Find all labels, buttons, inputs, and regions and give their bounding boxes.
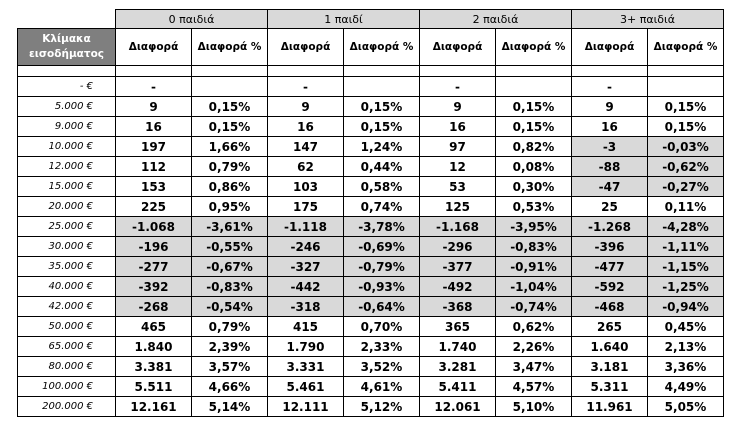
table-row [18, 137, 724, 157]
table-body [18, 77, 724, 417]
income-level-cell: 42.000 € [18, 297, 116, 317]
income-level-cell: 20.000 € [18, 197, 116, 217]
difference-percent-cell: -0,62% [648, 157, 724, 177]
difference-percent-cell: 2,33% [344, 337, 420, 357]
spacer-cell [192, 66, 268, 77]
subheader-difference-percent: Διαφορά % [192, 29, 268, 66]
spacer-cell [344, 66, 420, 77]
difference-cell: 5.411 [420, 377, 496, 397]
difference-percent-cell: -0,74% [496, 297, 572, 317]
difference-cell: -592 [572, 277, 648, 297]
table-row [18, 157, 724, 177]
difference-percent-cell: 0,86% [192, 177, 268, 197]
income-level-cell: 35.000 € [18, 257, 116, 277]
spacer-cell [116, 66, 192, 77]
difference-percent-cell: -0,93% [344, 277, 420, 297]
spacer-cell [268, 66, 344, 77]
difference-cell: 9 [420, 97, 496, 117]
difference-cell: -296 [420, 237, 496, 257]
table-row [18, 77, 724, 97]
difference-cell: 5.511 [116, 377, 192, 397]
difference-percent-cell: -1,25% [648, 277, 724, 297]
difference-percent-cell: 0,15% [648, 117, 724, 137]
difference-percent-cell: 2,13% [648, 337, 724, 357]
difference-cell: 16 [268, 117, 344, 137]
difference-cell: - [420, 77, 496, 97]
income-level-cell: 12.000 € [18, 157, 116, 177]
table-row [18, 297, 724, 317]
income-level-cell: 80.000 € [18, 357, 116, 377]
difference-cell: -468 [572, 297, 648, 317]
income-level-cell: 50.000 € [18, 317, 116, 337]
difference-percent-cell: 3,36% [648, 357, 724, 377]
table-row [18, 317, 724, 337]
difference-cell: 25 [572, 197, 648, 217]
subheader-difference: Διαφορά [572, 29, 648, 66]
difference-percent-cell: 2,26% [496, 337, 572, 357]
difference-cell: -368 [420, 297, 496, 317]
difference-cell: 125 [420, 197, 496, 217]
difference-cell: -492 [420, 277, 496, 297]
difference-cell: 3.281 [420, 357, 496, 377]
difference-cell: 12.111 [268, 397, 344, 417]
difference-cell: -246 [268, 237, 344, 257]
table-row [18, 377, 724, 397]
difference-percent-cell: 0,70% [344, 317, 420, 337]
spacer-cell [18, 66, 116, 77]
difference-cell: 265 [572, 317, 648, 337]
difference-percent-cell: 0,30% [496, 177, 572, 197]
subheader-difference: Διαφορά [268, 29, 344, 66]
difference-percent-cell [648, 77, 724, 97]
difference-percent-cell: -3,78% [344, 217, 420, 237]
difference-percent-cell: 3,57% [192, 357, 268, 377]
difference-percent-cell: 3,52% [344, 357, 420, 377]
difference-percent-cell [496, 77, 572, 97]
difference-percent-cell: -0,27% [648, 177, 724, 197]
difference-percent-cell: -0,64% [344, 297, 420, 317]
difference-cell: 112 [116, 157, 192, 177]
difference-cell: -1.168 [420, 217, 496, 237]
difference-cell: 5.461 [268, 377, 344, 397]
difference-percent-cell: 0,15% [344, 97, 420, 117]
difference-percent-cell: 2,39% [192, 337, 268, 357]
difference-percent-cell: 5,10% [496, 397, 572, 417]
income-level-cell: 200.000 € [18, 397, 116, 417]
difference-cell: - [268, 77, 344, 97]
group-header-row [18, 10, 724, 29]
difference-cell: -318 [268, 297, 344, 317]
difference-cell: 53 [420, 177, 496, 197]
group-header-3plus-children: 3+ παιδιά [572, 10, 724, 29]
corner-cell [18, 10, 116, 29]
income-level-cell: 40.000 € [18, 277, 116, 297]
difference-cell: 1.840 [116, 337, 192, 357]
difference-cell: 365 [420, 317, 496, 337]
difference-percent-cell: -4,28% [648, 217, 724, 237]
difference-percent-cell [344, 77, 420, 97]
difference-percent-cell: 0,15% [496, 117, 572, 137]
difference-cell: -3 [572, 137, 648, 157]
difference-cell: -327 [268, 257, 344, 277]
difference-percent-cell: 4,57% [496, 377, 572, 397]
group-header-0-children: 0 παιδιά [116, 10, 268, 29]
difference-percent-cell: 4,61% [344, 377, 420, 397]
table-row [18, 177, 724, 197]
income-level-cell: - € [18, 77, 116, 97]
spacer-cell [648, 66, 724, 77]
difference-cell: 465 [116, 317, 192, 337]
difference-cell: 12 [420, 157, 496, 177]
difference-cell: 9 [268, 97, 344, 117]
spacer-cell [572, 66, 648, 77]
difference-cell: 62 [268, 157, 344, 177]
table-row [18, 257, 724, 277]
subheader-row [18, 29, 724, 66]
difference-percent-cell: 5,05% [648, 397, 724, 417]
difference-cell: 103 [268, 177, 344, 197]
difference-cell: 97 [420, 137, 496, 157]
difference-cell: 3.381 [116, 357, 192, 377]
difference-percent-cell: 0,79% [192, 317, 268, 337]
difference-percent-cell: 0,53% [496, 197, 572, 217]
spacer-cell [496, 66, 572, 77]
difference-percent-cell: 0,15% [648, 97, 724, 117]
difference-percent-cell: 5,14% [192, 397, 268, 417]
difference-cell: -1.118 [268, 217, 344, 237]
difference-percent-cell: 0,11% [648, 197, 724, 217]
difference-cell: 12.161 [116, 397, 192, 417]
difference-percent-cell: 0,45% [648, 317, 724, 337]
difference-cell: - [572, 77, 648, 97]
difference-percent-cell: 0,74% [344, 197, 420, 217]
difference-cell: -477 [572, 257, 648, 277]
difference-percent-cell: -0,91% [496, 257, 572, 277]
difference-cell: 16 [116, 117, 192, 137]
group-header-2-children: 2 παιδιά [420, 10, 572, 29]
spacer-row [18, 66, 724, 77]
difference-percent-cell: 3,47% [496, 357, 572, 377]
income-level-cell: 25.000 € [18, 217, 116, 237]
income-level-cell: 9.000 € [18, 117, 116, 137]
difference-cell: 197 [116, 137, 192, 157]
difference-cell: -268 [116, 297, 192, 317]
difference-cell: - [116, 77, 192, 97]
difference-cell: -1.068 [116, 217, 192, 237]
subheader-difference-percent: Διαφορά % [344, 29, 420, 66]
table-row [18, 277, 724, 297]
table-row [18, 217, 724, 237]
difference-cell: 3.331 [268, 357, 344, 377]
spacer-cell [420, 66, 496, 77]
income-level-cell: 30.000 € [18, 237, 116, 257]
difference-percent-cell: 0,79% [192, 157, 268, 177]
difference-cell: 16 [572, 117, 648, 137]
difference-percent-cell: 0,58% [344, 177, 420, 197]
difference-percent-cell: 0,62% [496, 317, 572, 337]
difference-percent-cell: 0,95% [192, 197, 268, 217]
income-level-cell: 65.000 € [18, 337, 116, 357]
difference-percent-cell: -1,15% [648, 257, 724, 277]
difference-cell: -88 [572, 157, 648, 177]
difference-percent-cell: 1,24% [344, 137, 420, 157]
difference-percent-cell: -3,61% [192, 217, 268, 237]
difference-cell: 175 [268, 197, 344, 217]
difference-cell: 12.061 [420, 397, 496, 417]
difference-percent-cell: 0,44% [344, 157, 420, 177]
income-difference-table [17, 9, 724, 417]
difference-cell: 1.740 [420, 337, 496, 357]
difference-percent-cell: -0,83% [496, 237, 572, 257]
income-level-cell: 100.000 € [18, 377, 116, 397]
difference-cell: 153 [116, 177, 192, 197]
difference-cell: 415 [268, 317, 344, 337]
difference-percent-cell: 5,12% [344, 397, 420, 417]
difference-percent-cell: -1,11% [648, 237, 724, 257]
difference-percent-cell: -0,83% [192, 277, 268, 297]
difference-percent-cell: -0,55% [192, 237, 268, 257]
difference-percent-cell: -1,04% [496, 277, 572, 297]
difference-cell: 225 [116, 197, 192, 217]
difference-cell: 1.790 [268, 337, 344, 357]
difference-cell: 147 [268, 137, 344, 157]
difference-cell: -277 [116, 257, 192, 277]
difference-cell: 5.311 [572, 377, 648, 397]
difference-cell: 3.181 [572, 357, 648, 377]
difference-percent-cell: 4,49% [648, 377, 724, 397]
income-level-cell: 15.000 € [18, 177, 116, 197]
subheader-difference-percent: Διαφορά % [648, 29, 724, 66]
income-level-cell: 10.000 € [18, 137, 116, 157]
difference-percent-cell: 1,66% [192, 137, 268, 157]
difference-cell: -377 [420, 257, 496, 277]
difference-percent-cell: -0,94% [648, 297, 724, 317]
table-row [18, 357, 724, 377]
table-row [18, 237, 724, 257]
difference-cell: -442 [268, 277, 344, 297]
difference-cell: 9 [116, 97, 192, 117]
difference-percent-cell: -0,03% [648, 137, 724, 157]
table-row [18, 397, 724, 417]
difference-percent-cell: 0,15% [344, 117, 420, 137]
difference-percent-cell: -3,95% [496, 217, 572, 237]
difference-percent-cell: 0,08% [496, 157, 572, 177]
difference-percent-cell: 0,82% [496, 137, 572, 157]
difference-cell: -196 [116, 237, 192, 257]
group-header-1-child: 1 παιδί [268, 10, 420, 29]
difference-percent-cell: 0,15% [192, 117, 268, 137]
income-level-cell: 5.000 € [18, 97, 116, 117]
difference-cell: 9 [572, 97, 648, 117]
table-row [18, 337, 724, 357]
difference-percent-cell: -0,69% [344, 237, 420, 257]
income-scale-label: Κλίμακα εισοδήματος [18, 29, 116, 66]
difference-percent-cell: -0,67% [192, 257, 268, 277]
difference-percent-cell: -0,54% [192, 297, 268, 317]
difference-cell: -1.268 [572, 217, 648, 237]
table-row [18, 197, 724, 217]
table-row [18, 97, 724, 117]
subheader-difference: Διαφορά [116, 29, 192, 66]
difference-percent-cell: 4,66% [192, 377, 268, 397]
difference-percent-cell [192, 77, 268, 97]
difference-percent-cell: -0,79% [344, 257, 420, 277]
difference-percent-cell: 0,15% [192, 97, 268, 117]
difference-percent-cell: 0,15% [496, 97, 572, 117]
subheader-difference: Διαφορά [420, 29, 496, 66]
difference-cell: 1.640 [572, 337, 648, 357]
difference-cell: -396 [572, 237, 648, 257]
difference-cell: -392 [116, 277, 192, 297]
difference-cell: 11.961 [572, 397, 648, 417]
table-row [18, 117, 724, 137]
difference-cell: 16 [420, 117, 496, 137]
subheader-difference-percent: Διαφορά % [496, 29, 572, 66]
difference-cell: -47 [572, 177, 648, 197]
